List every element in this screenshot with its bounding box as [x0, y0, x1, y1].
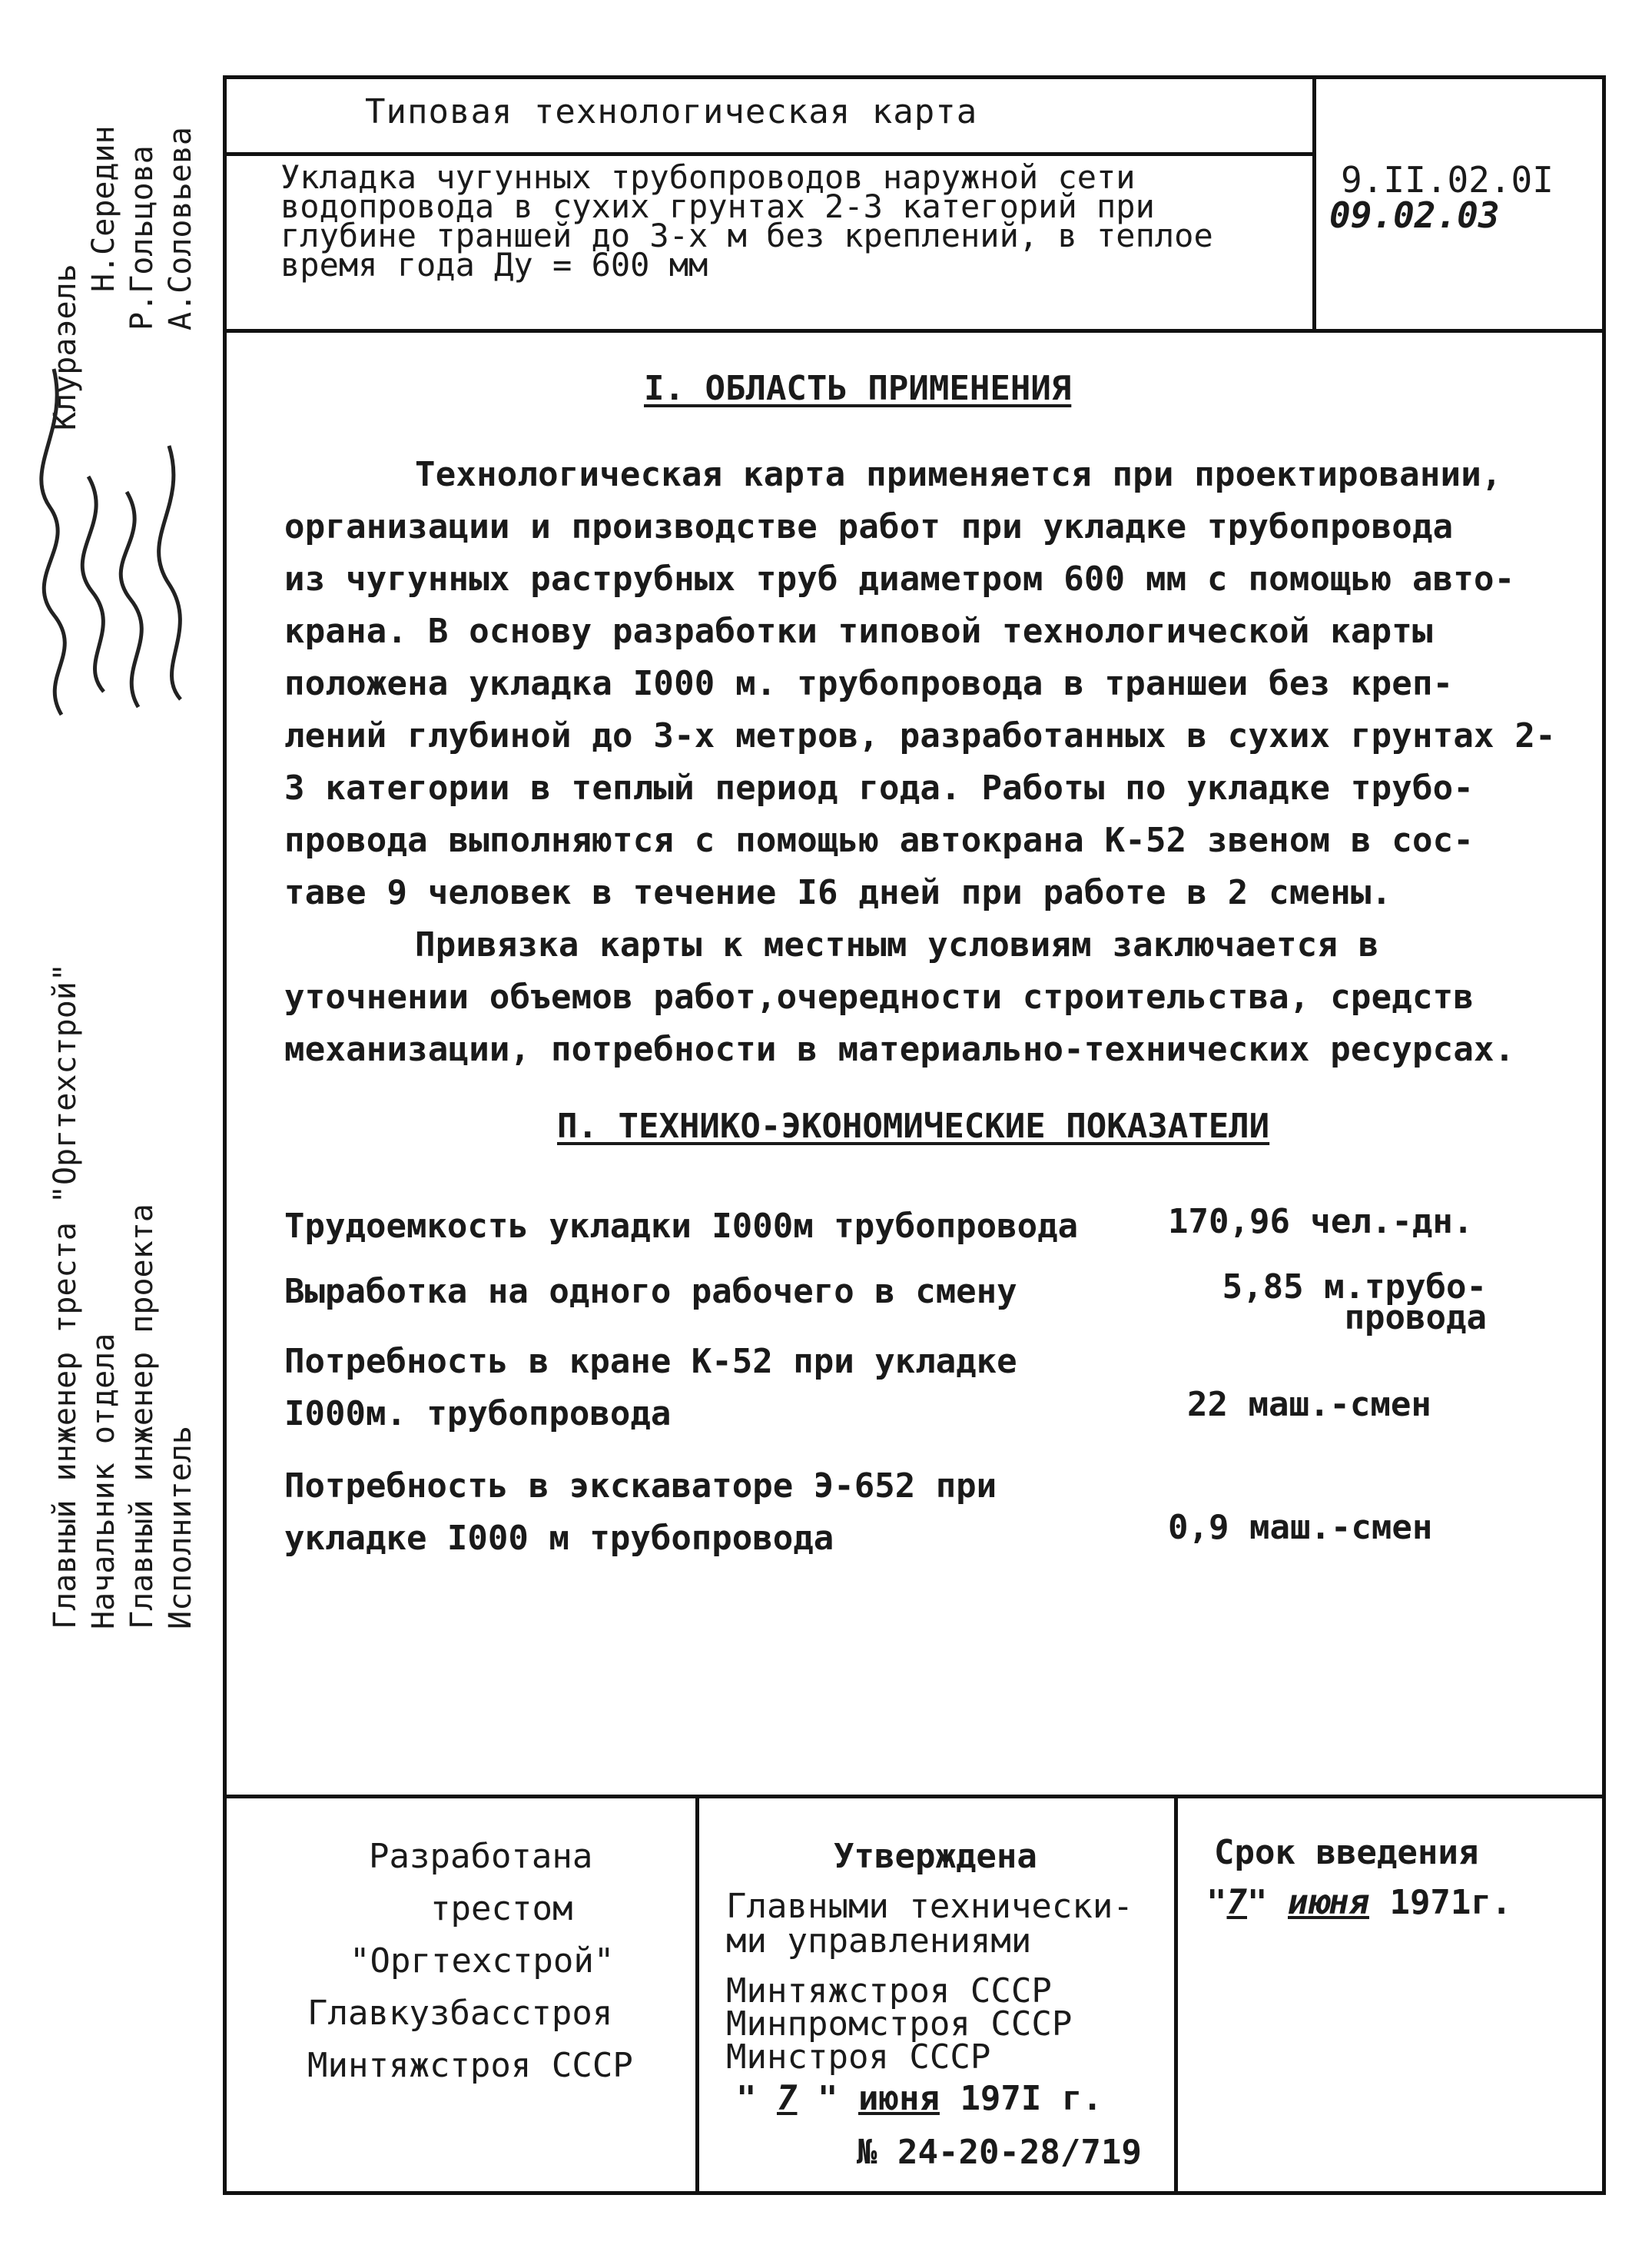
- indicator-label: Трудоемкость укладки I000м трубопровода: [284, 1207, 1079, 1246]
- body-line: организации и производстве работ при укладке трубопровода: [284, 507, 1454, 546]
- footer-developed-line: Разработана: [369, 1837, 593, 1876]
- footer-developed-line: Главкузбасстроя: [307, 1994, 613, 2033]
- footer-approved-line: Минстроя СССР: [726, 2037, 991, 2077]
- indicator-label: Выработка на одного рабочего в смену: [284, 1272, 1017, 1311]
- footer-approved-line: ми управлениями: [726, 1921, 1032, 1961]
- body-line: уточнении объемов работ,очередности строительства, средств: [284, 978, 1475, 1017]
- footer-developed-line: трестом: [430, 1889, 573, 1928]
- side-name: Р.Гольцова: [124, 145, 160, 330]
- body-line: крана. В основу разработки типовой технологической карты: [284, 612, 1433, 651]
- footer-approved-date: " 7 " июня 197I г.: [736, 2079, 1103, 2118]
- indicator-value: 170,96 чел.-дн.: [1168, 1202, 1474, 1241]
- approved-date-day: 7: [776, 2079, 798, 2118]
- footer-divider-2: [1174, 1795, 1178, 2194]
- indicator-label: Потребность в экскаваторе Э-652 при укладке I000 м трубопровода: [284, 1466, 997, 1558]
- indicator-label: Потребность в кране К-52 при укладке I000м. трубопровода: [284, 1342, 1017, 1433]
- effective-date-suffix: г.: [1471, 1883, 1512, 1922]
- indicator-value: 0,9 маш.-смен: [1168, 1508, 1433, 1547]
- side-line: Начальник отдела: [86, 1333, 121, 1629]
- approved-date-month: июня: [858, 2079, 940, 2118]
- body-line: механизации, потребности в материально-технических ресурсах.: [284, 1030, 1515, 1069]
- card-title: Типовая технологическая карта: [365, 92, 978, 131]
- footer-effective-heading: Срок введения: [1214, 1833, 1479, 1872]
- body-line: 3 категории в теплый период года. Работы по укладке трубо-: [284, 769, 1475, 808]
- signatures-side-block: [46, 0, 231, 1629]
- approved-date-suffix: г.: [1061, 2079, 1103, 2118]
- indicator-value: 5,85 м.трубо- провода: [1222, 1267, 1487, 1337]
- body-line: таве 9 человек в течение I6 дней при работе в 2 смены.: [284, 873, 1392, 912]
- footer-developed-line: "Оргтехстрой": [350, 1941, 615, 1981]
- section-2-heading: П. ТЕХНИКО-ЭКОНОМИЧЕСКИЕ ПОКАЗАТЕЛИ: [557, 1107, 1270, 1146]
- footer-approved-line: Минтяжстроя СССР: [726, 1971, 1052, 2011]
- card-code-handwritten: 09.02.03: [1329, 194, 1500, 236]
- side-line: Исполнитель: [163, 1426, 198, 1629]
- side-name: А.Соловьева: [163, 127, 198, 330]
- header-bottom-divider: [223, 329, 1606, 333]
- side-line: Главный инженер треста "Оргтехстрой": [48, 963, 83, 1629]
- footer-developed-line: Минтяжстроя СССР: [307, 2046, 633, 2085]
- footer-approved-number: № 24-20-28/719: [857, 2133, 1142, 2172]
- footer-divider-1: [695, 1795, 699, 2194]
- section-1-heading: I. ОБЛАСТЬ ПРИМЕНЕНИЯ: [644, 369, 1072, 408]
- footer-approved-heading: Утверждена: [834, 1837, 1037, 1876]
- effective-date-month: июня: [1287, 1883, 1369, 1922]
- body-line: провода выполняются с помощью автокрана К-52 звеном в сос-: [284, 821, 1475, 860]
- side-name: Клураэель: [48, 264, 83, 430]
- body-line: лений глубиной до 3-х метров, разработанных в сухих грунтах 2-: [284, 716, 1556, 755]
- effective-date-day: 7: [1226, 1883, 1247, 1922]
- indicator-value: 22 маш.-смен: [1187, 1385, 1431, 1424]
- side-name: Н.Середин: [86, 125, 121, 292]
- approved-date-year: 197I: [960, 2079, 1042, 2118]
- side-line: Главный инженер проекта: [124, 1204, 160, 1629]
- header-code-divider: [1312, 75, 1316, 330]
- body-line: Технологическая карта применяется при проектировании,: [415, 455, 1502, 494]
- footer-top-divider: [223, 1795, 1606, 1798]
- body-line: Привязка карты к местным условиям заключается в: [415, 925, 1379, 965]
- card-subtitle: Укладка чугунных трубопроводов наружной сети водопровода в сухих грунтах 2-3 категорий при глубине траншей до 3-х м без креплений, в теплое время года Ду = 600 мм: [280, 158, 1213, 284]
- footer-approved-line: Минпромстроя СССР: [726, 2004, 1073, 2044]
- handwritten-signatures: [31, 323, 207, 722]
- card-code: 9.II.02.0I: [1341, 159, 1554, 201]
- header-title-divider: [223, 152, 1314, 156]
- body-line: положена укладка I000 м. трубопровода в траншеи без креп-: [284, 664, 1454, 703]
- effective-date-year: 1971: [1389, 1883, 1471, 1922]
- body-line: из чугунных раструбных труб диаметром 600 мм с помощью авто-: [284, 560, 1515, 599]
- footer-approved-line: Главными техничеcки-: [726, 1887, 1133, 1926]
- footer-effective-date: "7" июня 1971г.: [1206, 1883, 1512, 1922]
